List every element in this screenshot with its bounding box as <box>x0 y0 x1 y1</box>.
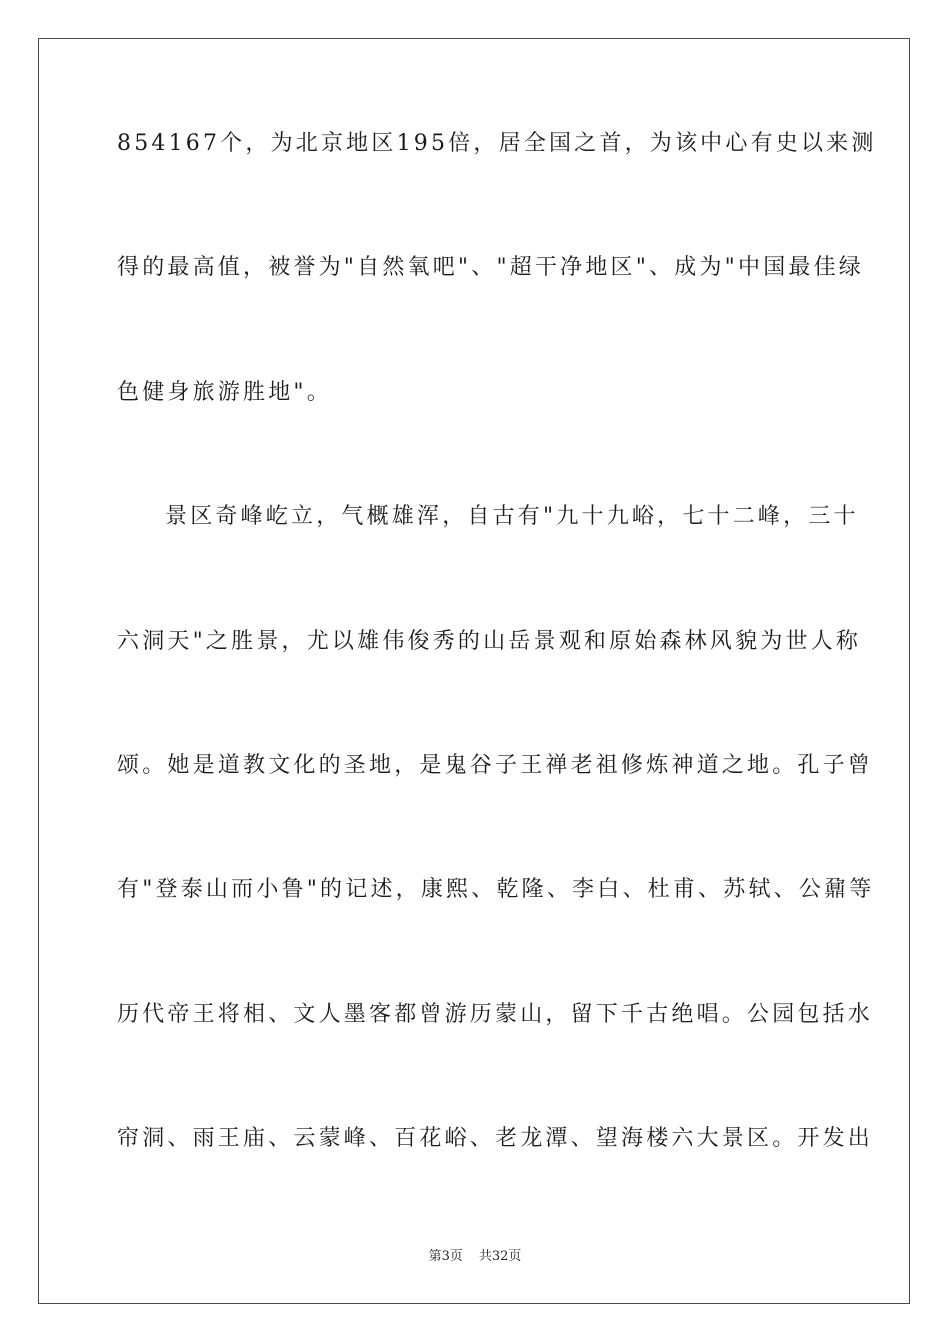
page-number: 第3页 <box>428 1249 463 1264</box>
text-line: 有"登泰山而小鲁"的记述，康熙、乾隆、李白、杜甫、苏轼、公鼐等 <box>117 877 875 903</box>
text-line: 色健身旅游胜地"。 <box>117 379 332 405</box>
text-line: 854167个，为北京地区195倍，居全国之首，为该中心有史以来测 <box>117 131 877 156</box>
text-line: 历代帝王将相、文人墨客都曾游历蒙山，留下千古绝唱。公园包括水 <box>117 1001 874 1027</box>
page-footer <box>0 1248 950 1266</box>
text-line: 颂。她是道教文化的圣地，是鬼谷子王禅老祖修炼神道之地。孔子曾 <box>117 752 874 778</box>
document-body <box>117 128 877 1248</box>
total-pages: 共32页 <box>478 1249 522 1264</box>
text-line: 得的最高值，被誉为"自然氧吧"、"超干净地区"、成为"中国最佳绿 <box>117 255 864 281</box>
text-line: 六洞天"之胜景，尤以雄伟俊秀的山岳景观和原始森林风貌为世人称 <box>117 628 862 654</box>
text-line: 帘洞、雨王庙、云蒙峰、百花峪、老龙潭、望海楼六大景区。开发出 <box>117 1126 874 1152</box>
paragraph-first-line: 景区奇峰屹立，气概雄浑，自古有"九十九峪，七十二峰，三十 <box>165 504 859 530</box>
